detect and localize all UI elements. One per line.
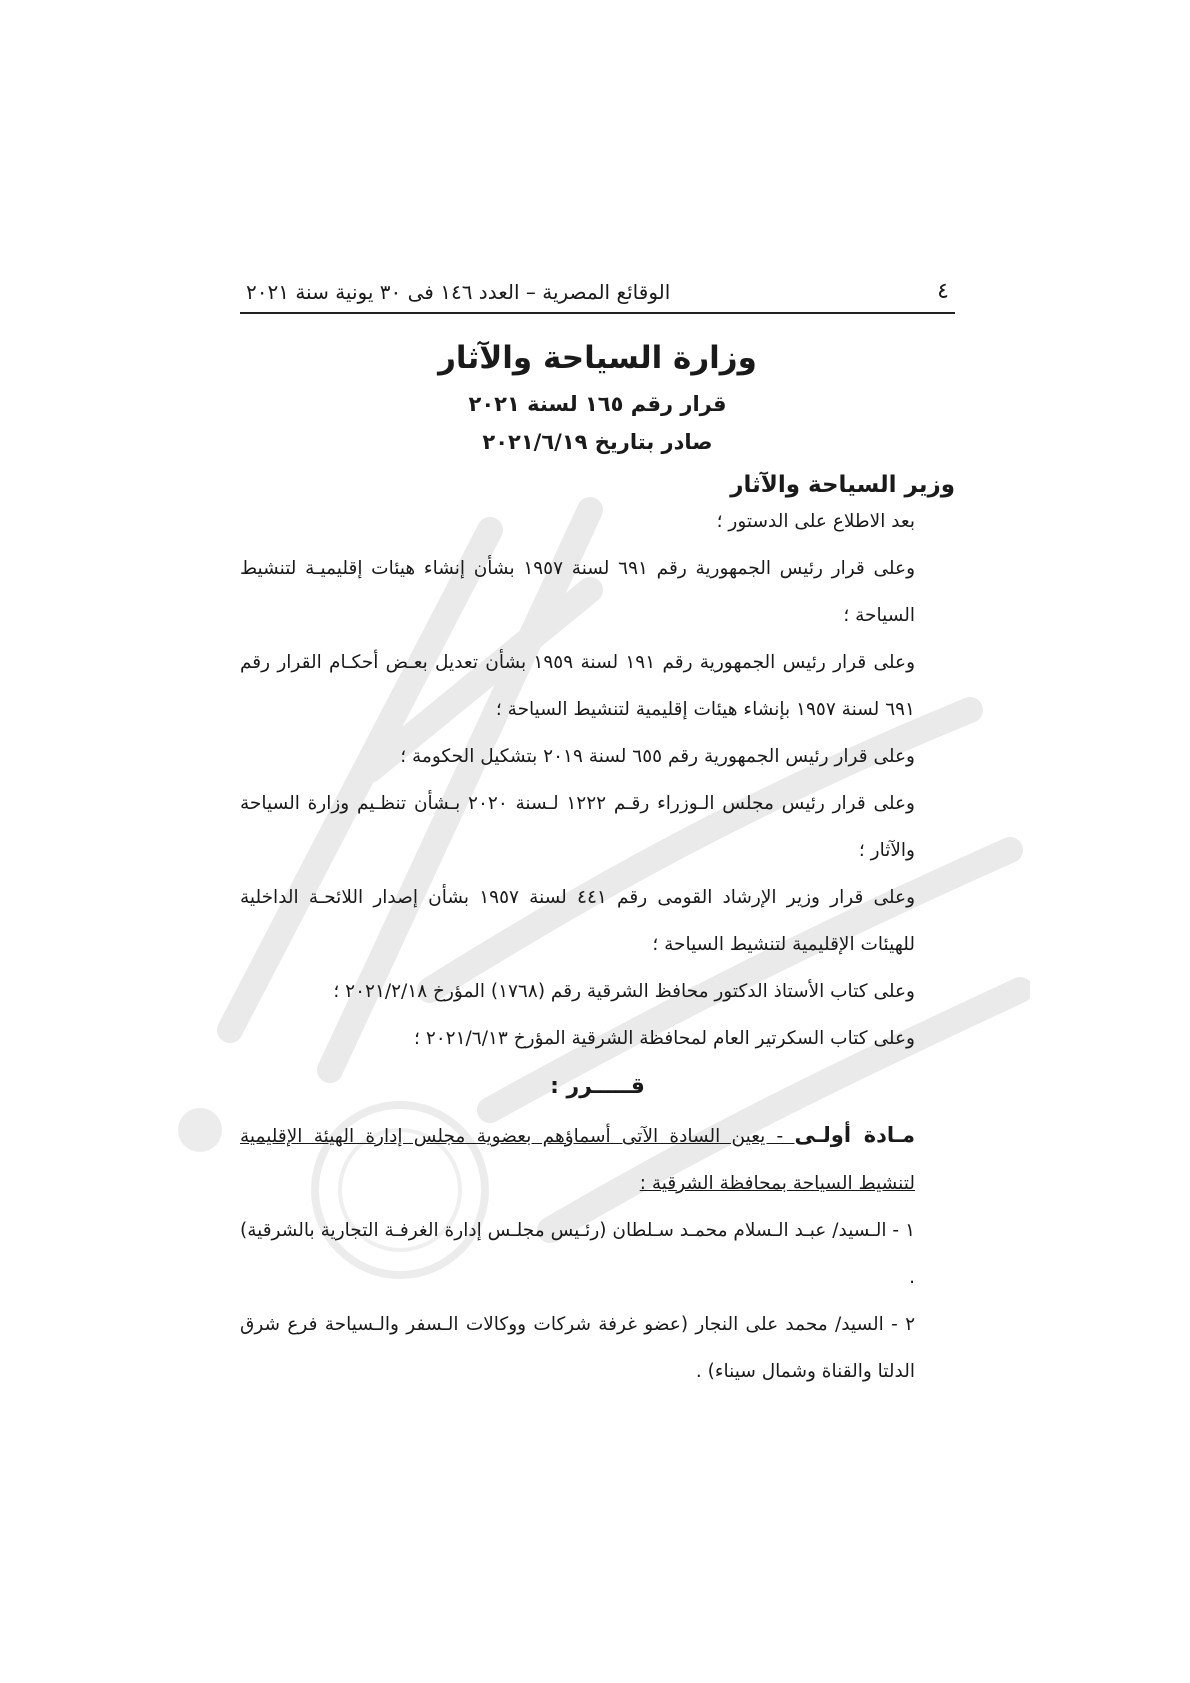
decided-heading: قـــــرر : bbox=[550, 1074, 645, 1099]
preamble-item: وعلى قرار رئيس الجمهورية رقم ٦٥٥ لسنة ٢٠١٩ بتشكيل الحكومة ؛ bbox=[400, 746, 915, 767]
page-number: ٤ bbox=[937, 279, 949, 304]
issue-date: صادر بتاريخ ٢٠٢١/٦/١٩ bbox=[482, 430, 713, 454]
ministry-title: وزارة السياحة والآثار bbox=[438, 340, 757, 376]
member-item: ١ - الـسيد/ عبـد الـسلام محمـد سـلطان (رئـيس مجلـس إدارة الغرفـة التجارية بالشرقية) . bbox=[240, 1220, 915, 1288]
minister-heading: وزير السياحة والآثار bbox=[730, 472, 955, 498]
article-one bbox=[240, 1112, 955, 1207]
preamble-item: بعد الاطلاع على الدستور ؛ bbox=[716, 511, 915, 532]
preamble-item: وعلى قرار وزير الإرشاد القومى رقم ٤٤١ لسنة ١٩٥٧ بشأن إصدار اللائحـة الداخلية للهيئات الإقليمية لتنشيط السياحة ؛ bbox=[240, 887, 916, 955]
preamble-item: وعلى كتاب الأستاذ الدكتور محافظ الشرقية رقم (١٧٦٨) المؤرخ ٢٠٢١/٢/١٨ ؛ bbox=[333, 981, 915, 1002]
member-item: ٢ - السيد/ محمد على النجار (عضو غرفة شركات ووكالات الـسفر والـسياحة فرع شرق الدلتا والقناة وشمال سيناء) . bbox=[240, 1314, 915, 1382]
article-text: - يعين السادة الآتى أسماؤهم بعضوية مجلس إدارة الهيئة الإقليمية لتنشيط السياحة بمحافظة الشرقية : bbox=[240, 1126, 915, 1194]
page-header bbox=[240, 270, 955, 314]
preamble-item: وعلى قرار رئيس مجلس الـوزراء رقـم ١٢٢٢ لـسنة ٢٠٢٠ بـشأن تنظـيم وزارة السياحة والآثار ؛ bbox=[240, 793, 915, 861]
article-label: مـادة أولـى bbox=[794, 1123, 915, 1147]
gazette-page bbox=[240, 270, 955, 1430]
preamble-item: وعلى كتاب السكرتير العام لمحافظة الشرقية المؤرخ ٢٠٢١/٦/١٣ ؛ bbox=[414, 1028, 915, 1049]
preamble-item: وعلى قرار رئيس الجمهورية رقم ٦٩١ لسنة ١٩٥٧ بشأن إنشاء هيئات إقليميـة لتنشيط السياحة ؛ bbox=[240, 558, 916, 626]
preamble-item: وعلى قرار رئيس الجمهورية رقم ١٩١ لسنة ١٩٥٩ بشأن تعديل بعـض أحكـام القرار رقم ٦٩١ لسنة ١٩٥٧ بإنشاء هيئات إقليمية لتنشيط السياحة ؛ bbox=[240, 652, 916, 720]
gazette-issue-line: الوقائع المصرية – العدد ١٤٦ فى ٣٠ يونية سنة ٢٠٢١ bbox=[246, 280, 671, 304]
decree-number: قرار رقم ١٦٥ لسنة ٢٠٢١ bbox=[468, 392, 727, 416]
